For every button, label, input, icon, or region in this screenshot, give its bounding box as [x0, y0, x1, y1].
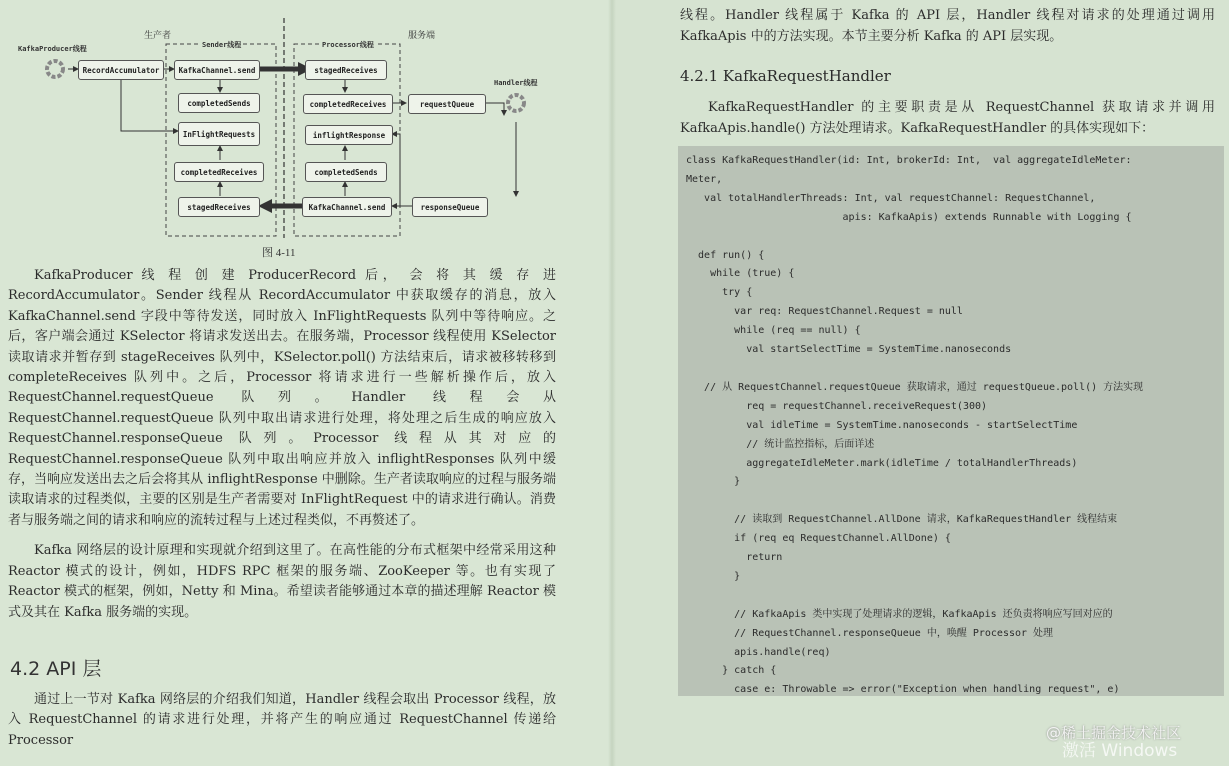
code-line: class KafkaRequestHandler(id: Int, brokerId: Int, val aggregateIdleMeter: [686, 155, 1132, 166]
processor-thread-label: Processor线程 [322, 41, 374, 49]
paragraph: 通过上一节对 Kafka 网络层的介绍我们知道，Handler 线程会取出 Processor 线程，放入 RequestChannel 的请求进行处理，并将产生的响应通过 RequestChannel 传递给 Processor [8, 692, 556, 748]
completed-sends-right-node: completedSends [305, 162, 387, 182]
sender-thread-label: Sender线程 [202, 41, 242, 49]
code-line: Meter, [686, 173, 723, 185]
code-line: return [686, 552, 783, 564]
completed-receives-left-node: completedReceives [174, 162, 264, 182]
code-line: try { [686, 287, 753, 299]
staged-receives-left-node: stagedReceives [178, 197, 260, 217]
request-queue-node: requestQueue [408, 94, 486, 114]
inflight-response-node: inflightResponse [305, 125, 393, 145]
code-line [686, 228, 1224, 247]
handler-gear-icon [505, 92, 527, 114]
paragraph: Kafka 网络层的设计原理和实现就介绍到这里了。在高性能的分布式框架中经常采用这种 Reactor 模式的设计，例如，HDFS RPC 框架的服务端、ZooKeeper 等。也有实现了 Reactor 模式的框架，例如，Netty 和 Mina。希望读者能够通过本章的描述理解 Reactor 模式及其在 Kafka 服务端的实现。 [8, 543, 556, 620]
producer-gear-icon [44, 58, 66, 80]
handler-thread-label: Handler线程 [494, 79, 538, 87]
code-line: if (req eq RequestChannel.AllDone) { [686, 533, 951, 545]
paragraph: 线程。Handler 线程属于 Kafka 的 API 层，Handler 线程对请求的处理通过调用 KafkaApis 中的方法实现。本节主要分析 Kafka 的 API 层实现。 [680, 8, 1215, 44]
code-line: // KafkaApis 类中实现了处理请求的逻辑，KafkaApis 还负责将响应写回对应的 [686, 608, 1113, 620]
code-line: // 从 RequestChannel.requestQueue 获取请求，通过 requestQueue.poll() 方法实现 [686, 381, 1144, 393]
code-listing [678, 146, 1224, 696]
code-line: } catch { [686, 665, 777, 677]
code-line: var req: RequestChannel.Request = null [686, 306, 963, 318]
code-line: // 读取到 RequestChannel.AllDone 请求，KafkaRequestHandler 线程结束 [686, 514, 1118, 526]
code-line: req = requestChannel.receiveRequest(300) [686, 400, 988, 412]
code-line: val totalHandlerThreads: Int, val requestChannel: RequestChannel, [686, 192, 1096, 204]
code-line: // RequestChannel.responseQueue 中，唤醒 Processor 处理 [686, 627, 1054, 639]
inflight-requests-node: InFlightRequests [178, 122, 260, 146]
section-heading: 4.2 API 层 [10, 658, 102, 680]
figure-caption: 图 4-11 [262, 247, 296, 259]
code-line: while (true) { [686, 268, 795, 280]
code-line: val startSelectTime = SystemTime.nanoseconds [686, 344, 1012, 356]
left-body-text [8, 266, 556, 623]
code-block [678, 146, 1224, 696]
code-line: aggregateIdleMeter.mark(idleTime / totalHandlerThreads) [686, 457, 1078, 469]
code-line: case e: Throwable => error("Exception when handling request", e) [686, 684, 1120, 696]
server-side-label: 服务端 [408, 31, 436, 41]
producer-thread-label: KafkaProducer线程 [18, 45, 87, 53]
paragraph: KafkaProducer 线 程 创 建 ProducerRecord 后， 会 将 其 缓 存 进 RecordAccumulator。Sender 线程从 RecordAccumulator 中获取缓存的消息，放入 KafkaChannel.send 字段中等待发送，同时放入 InFlightRequests 队列中等待响应。之后，客户端会通过 KSelector 将请求发送出去。在服务端，Processor 线程使用 KSelector 读取请求并暂存到 stageReceives 队列中，KSelector.poll() 方法结束后，请求被移转移到 completeReceives 队列中。之后，Processor 将请求进行一些解析操作后，放入 RequestChannel.requestQueue 队列。Handler 线程会从 RequestChannel.requestQueue 队列中取出请求进行处理，将处理之后生成的响应放入 RequestChannel.responseQueue 队列。Processor 线程从其对应的 RequestChannel.responseQueue 队列中取出响应并放入 inflightResponses 队列中缓存，当响应发送出去之后会将其从 inflightResponse 中删除。生产者读取响应的过程与服务端读取请求的过程类似，主要的区别是生产者需要对 InFlightRequest 中的请求进行确认。消费者与服务端之间的请求和响应的流转过程与上述过程类似，不再赘述了。 [8, 268, 556, 528]
kafkachannel-send-left-node: KafkaChannel.send [174, 60, 260, 80]
code-line: // 统计监控指标，后面详述 [686, 438, 875, 450]
code-line: val idleTime = SystemTime.nanoseconds - startSelectTime [686, 419, 1078, 431]
windows-activation-watermark: 激活 Windows [1062, 741, 1178, 761]
completed-sends-left-node: completedSends [178, 93, 260, 113]
paragraph: KafkaRequestHandler 的主要职责是从 RequestChannel 获取请求并调用 KafkaApis.handle() 方法处理请求。KafkaRequestHandler 的具体实现如下： [680, 100, 1215, 136]
right-intro-text [680, 6, 1215, 47]
kafka-network-flow-diagram [0, 10, 610, 240]
code-line: def run() { [686, 249, 765, 261]
code-line: } [686, 570, 741, 582]
code-line [686, 360, 1224, 379]
code-line: } [686, 476, 741, 488]
code-line: apis.handle(req) [686, 646, 831, 658]
code-line: apis: KafkaApis) extends Runnable with Logging { [686, 211, 1132, 223]
code-line [686, 587, 1224, 606]
kafkachannel-send-right-node: KafkaChannel.send [302, 197, 392, 217]
record-accumulator-node: RecordAccumulator [78, 60, 164, 80]
producer-side-label: 生产者 [144, 31, 172, 41]
section-text [8, 690, 556, 751]
subsection-text [680, 98, 1215, 139]
response-queue-node: responseQueue [412, 197, 488, 217]
completed-receives-right-node: completedReceives [303, 94, 393, 114]
code-line: while (req == null) { [686, 325, 861, 337]
code-line [686, 492, 1224, 511]
staged-receives-right-node: stagedReceives [305, 60, 387, 80]
subsection-heading: 4.2.1 KafkaRequestHandler [680, 67, 891, 85]
community-watermark: @稀土掘金技术社区 [1046, 724, 1182, 742]
